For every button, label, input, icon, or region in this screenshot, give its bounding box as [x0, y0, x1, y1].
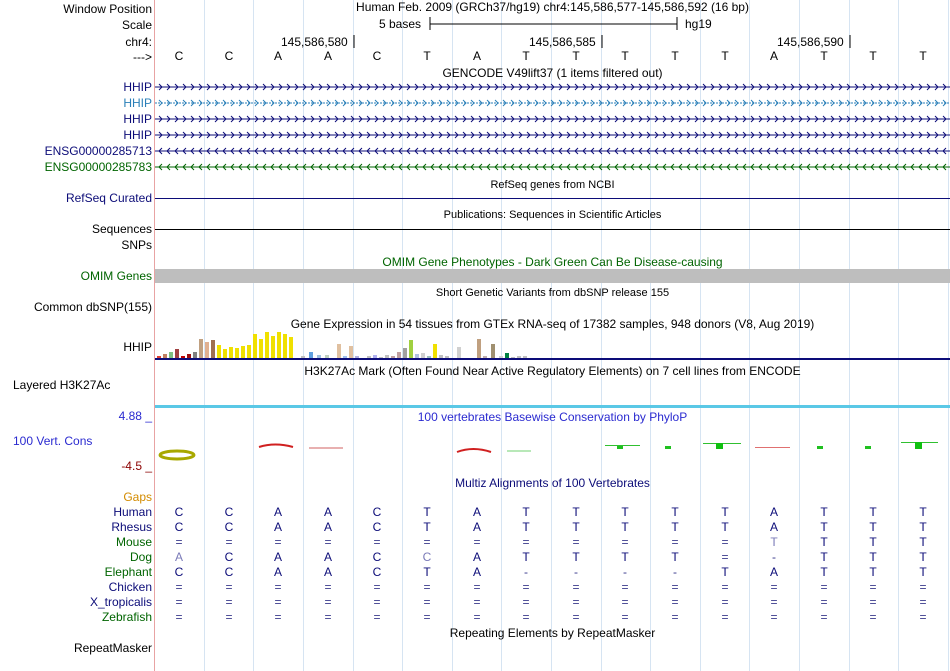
gtex-tissue-bar — [409, 340, 413, 358]
alignment-base: = — [473, 535, 481, 549]
alignment-base: = — [175, 580, 183, 594]
gtex-tissue-bar — [217, 345, 221, 358]
sequence-base: T — [423, 49, 431, 63]
alignment-base: A — [323, 565, 332, 579]
alignment-base: C — [174, 565, 184, 579]
alignment-base: = — [373, 610, 381, 624]
repeatmasker-track-title[interactable]: Repeating Elements by RepeatMasker — [449, 626, 656, 640]
scale-value: 5 bases — [379, 17, 422, 31]
gtex-baseline — [155, 358, 950, 360]
alignment-base: = — [324, 610, 332, 624]
gencode-item-label[interactable]: HHIP — [123, 96, 152, 110]
alignment-base: A — [769, 505, 778, 519]
alignment-base: - — [673, 565, 677, 579]
gtex-tissue-bar — [283, 334, 287, 358]
alignment-base: = — [175, 535, 183, 549]
alignment-base: = — [820, 610, 828, 624]
gtex-tissue-bar — [235, 348, 239, 358]
alignment-base: = — [572, 610, 580, 624]
sequence-base: T — [671, 49, 679, 63]
alignment-base: C — [372, 550, 382, 564]
alignment-base: A — [273, 565, 282, 579]
dbsnp-track-title[interactable]: Short Genetic Variants from dbSNP release 155 — [435, 287, 670, 299]
gencode-item-label[interactable]: HHIP — [123, 128, 152, 142]
alignment-base: A — [769, 565, 778, 579]
alignment-base: A — [323, 505, 332, 519]
gtex-tissue-bar — [223, 349, 227, 358]
gencode-item-label[interactable]: ENSG00000285783 — [44, 160, 152, 174]
sequence-base: A — [323, 49, 332, 63]
gtex-tissue-bar — [325, 355, 329, 358]
gtex-track-title[interactable]: Gene Expression in 54 tissues from GTEx RNA-seq of 17382 samples, 948 donors (V8, Aug 2019) — [290, 317, 815, 331]
repeatmasker-track-label[interactable]: RepeatMasker — [73, 641, 152, 655]
gtex-tissue-bar — [367, 356, 371, 358]
gencode-item-label[interactable]: HHIP — [123, 80, 152, 94]
alignment-base: T — [820, 520, 828, 534]
h3k27ac-signal — [155, 405, 950, 408]
alignment-base: T — [423, 505, 431, 519]
publications-track-label[interactable]: Sequences — [91, 222, 152, 236]
alignment-base: T — [572, 550, 580, 564]
alignment-base: T — [919, 565, 927, 579]
h3k27ac-track-title[interactable]: H3K27Ac Mark (Often Found Near Active Regulatory Elements) on 7 cell lines from ENCODE — [304, 364, 801, 378]
alignment-base: C — [224, 550, 234, 564]
alignment-base: T — [572, 520, 580, 534]
alignment-base: T — [621, 520, 629, 534]
multiz-track-title[interactable]: Multiz Alignments of 100 Vertebrates — [455, 476, 650, 490]
alignment-base: = — [820, 595, 828, 609]
gtex-tissue-bar — [157, 356, 161, 358]
sequence-base: T — [522, 49, 530, 63]
alignment-base: = — [175, 595, 183, 609]
alignment-base: - — [772, 550, 776, 564]
alignment-base: T — [621, 550, 629, 564]
gtex-tissue-bar — [277, 332, 281, 358]
alignment-base: - — [524, 565, 528, 579]
phylop-max-label: 4.88 _ — [118, 409, 152, 423]
gtex-tissue-bar — [511, 357, 515, 358]
window-position-value: Human Feb. 2009 (GRCh37/hg19) chr4:145,586,577-145,586,592 (16 bp) — [356, 0, 749, 14]
alignment-base: = — [919, 595, 927, 609]
alignment-base: = — [274, 610, 282, 624]
gtex-tissue-bar — [169, 352, 173, 358]
species-label-mouse: Mouse — [115, 535, 152, 549]
alignment-base: = — [473, 580, 481, 594]
alignment-base: = — [522, 535, 530, 549]
h3k27ac-track-label[interactable]: Layered H3K27Ac — [13, 378, 111, 392]
phylop-signal[interactable] — [155, 430, 950, 470]
alignment-base: = — [721, 535, 729, 549]
gtex-tissue-bar — [175, 349, 179, 358]
alignment-base: = — [770, 580, 778, 594]
alignment-base: T — [820, 535, 828, 549]
alignment-base: = — [423, 610, 431, 624]
assembly-label: hg19 — [685, 17, 712, 31]
alignment-base: C — [372, 565, 382, 579]
gtex-tissue-bar — [271, 336, 275, 358]
alignment-base: = — [621, 580, 629, 594]
sequence-base: T — [820, 49, 828, 63]
gtex-tissue-bar — [289, 337, 293, 358]
phylop-pos-mark — [865, 446, 871, 449]
alignment-base: A — [273, 520, 282, 534]
alignment-base: = — [621, 610, 629, 624]
alignment-base: = — [770, 610, 778, 624]
gtex-track-label[interactable]: HHIP — [123, 340, 152, 354]
gtex-tissue-bar — [379, 357, 383, 358]
gencode-item-label[interactable]: ENSG00000285713 — [44, 144, 152, 158]
alignment-base: = — [225, 610, 233, 624]
alignment-base: A — [472, 550, 481, 564]
gtex-tissue-bar — [199, 339, 203, 358]
alignment-base: = — [572, 535, 580, 549]
refseq-track-label[interactable]: RefSeq Curated — [65, 191, 152, 205]
ruler-tick-label: 145,586,580 — [281, 35, 348, 49]
alignment-base: = — [423, 595, 431, 609]
gtex-tissue-bar — [439, 355, 443, 358]
gaps-label: Gaps — [123, 490, 152, 504]
alignment-base: = — [572, 595, 580, 609]
alignment-base: T — [522, 550, 530, 564]
sequence-base: T — [572, 49, 580, 63]
alignment-base: T — [423, 565, 431, 579]
alignment-base: T — [869, 520, 877, 534]
alignment-base: T — [869, 550, 877, 564]
phylop-pos-mark — [617, 446, 623, 449]
alignment-base: = — [324, 535, 332, 549]
alignment-base: C — [174, 520, 184, 534]
gtex-tissue-bar — [415, 354, 419, 358]
alignment-base: = — [621, 535, 629, 549]
alignment-base: T — [869, 565, 877, 579]
alignment-base: = — [671, 595, 679, 609]
alignment-base: = — [621, 595, 629, 609]
alignment-base: A — [769, 520, 778, 534]
scale-label: Scale — [121, 18, 152, 32]
alignment-base: - — [574, 565, 578, 579]
gencode-gene-lines[interactable] — [155, 78, 950, 174]
track-label-column — [0, 0, 154, 671]
phylop-min-label: -4.5 _ — [121, 459, 152, 473]
gtex-tissue-bar — [433, 344, 437, 358]
species-label-human: Human — [113, 505, 152, 519]
alignment-base: = — [274, 595, 282, 609]
alignment-base: T — [869, 505, 877, 519]
species-label-x_tropicalis: X_tropicalis — [89, 595, 152, 609]
alignment-base: T — [869, 535, 877, 549]
alignment-base: A — [323, 550, 332, 564]
alignment-base: = — [274, 535, 282, 549]
gtex-bar-graph[interactable] — [155, 330, 950, 362]
sequence-base: C — [174, 49, 184, 63]
alignment-base: = — [225, 580, 233, 594]
gtex-tissue-bar — [445, 356, 449, 358]
alignment-base: = — [919, 580, 927, 594]
alignment-base: T — [919, 520, 927, 534]
alignment-base: = — [671, 610, 679, 624]
sequence-base: T — [869, 49, 877, 63]
alignment-base: = — [770, 595, 778, 609]
alignment-base: C — [224, 520, 234, 534]
phylop-blob — [160, 451, 194, 459]
alignment-base: = — [919, 610, 927, 624]
sequence-base: T — [721, 49, 729, 63]
gtex-tissue-bar — [373, 355, 377, 358]
gtex-tissue-bar — [211, 340, 215, 358]
species-label-dog: Dog — [129, 550, 152, 564]
alignment-base: = — [721, 550, 729, 564]
gtex-tissue-bar — [241, 346, 245, 358]
gtex-tissue-bar — [247, 345, 251, 358]
gtex-tissue-bar — [457, 347, 461, 358]
ruler-tick-label: 145,586,585 — [529, 35, 596, 49]
snps-track-label[interactable]: SNPs — [121, 238, 152, 252]
gtex-tissue-bar — [349, 346, 353, 358]
phylop-pos-mark — [665, 446, 671, 449]
alignment-base: = — [572, 580, 580, 594]
phylop-pos-mark — [716, 443, 723, 449]
gencode-track-title[interactable]: GENCODE V49lift37 (1 items filtered out) — [442, 66, 663, 80]
alignment-base: = — [522, 595, 530, 609]
alignment-base: T — [820, 565, 828, 579]
gtex-tissue-bar — [317, 355, 321, 358]
phylop-neg-arc — [259, 445, 293, 448]
alignment-base: = — [671, 535, 679, 549]
gtex-tissue-bar — [253, 334, 257, 358]
alignment-base: = — [423, 535, 431, 549]
alignment-base: C — [224, 565, 234, 579]
publications-track-title[interactable]: Publications: Sequences in Scientific Articles — [443, 209, 662, 221]
omim-track-title[interactable]: OMIM Gene Phenotypes - Dark Green Can Be Disease-causing — [382, 255, 723, 269]
sequence-base: T — [621, 49, 629, 63]
gtex-tissue-bar — [229, 347, 233, 358]
gtex-tissue-bar — [483, 356, 487, 358]
alignment-base: A — [273, 550, 282, 564]
alignment-base: = — [721, 580, 729, 594]
phylop-pos-mark — [817, 446, 823, 449]
gtex-tissue-bar — [385, 355, 389, 358]
alignment-base: A — [472, 505, 481, 519]
alignment-base: C — [174, 505, 184, 519]
species-label-rhesus: Rhesus — [111, 520, 152, 534]
alignment-base: T — [671, 505, 679, 519]
gtex-tissue-bar — [397, 352, 401, 358]
alignment-base: T — [671, 520, 679, 534]
alignment-base: A — [273, 505, 282, 519]
alignment-base: = — [869, 610, 877, 624]
gtex-tissue-bar — [523, 356, 527, 358]
alignment-base: T — [621, 505, 629, 519]
phylop-track-title[interactable]: 100 vertebrates Basewise Conservation by PhyloP — [417, 410, 688, 424]
omim-track-label[interactable]: OMIM Genes — [80, 269, 152, 283]
sequence-base: A — [769, 49, 778, 63]
alignment-base: - — [623, 565, 627, 579]
phylop-pos-mark — [605, 445, 640, 446]
alignment-base: C — [372, 520, 382, 534]
sequence-base: C — [224, 49, 234, 63]
alignment-base: = — [225, 535, 233, 549]
publications-line — [155, 229, 950, 230]
sequence-base: A — [472, 49, 481, 63]
alignment-base: T — [721, 520, 729, 534]
alignment-base: = — [869, 580, 877, 594]
alignment-base: = — [373, 595, 381, 609]
alignment-base: T — [522, 505, 530, 519]
gtex-tissue-bar — [337, 344, 341, 358]
strand-label: ---> — [133, 50, 152, 64]
gtex-tissue-bar — [491, 344, 495, 358]
alignment-base: T — [919, 550, 927, 564]
refseq-line — [155, 198, 950, 199]
gtex-tissue-bar — [301, 356, 305, 358]
alignment-base: T — [919, 535, 927, 549]
gtex-tissue-bar — [505, 353, 509, 358]
dbsnp-track-label[interactable]: Common dbSNP(155) — [33, 300, 152, 314]
alignment-base: = — [522, 610, 530, 624]
alignment-base: C — [224, 505, 234, 519]
sequence-base: T — [919, 49, 927, 63]
sequence-base: A — [273, 49, 282, 63]
alignment-base: = — [820, 580, 828, 594]
alignment-base: A — [472, 520, 481, 534]
gtex-tissue-bar — [391, 356, 395, 358]
alignment-base: T — [820, 505, 828, 519]
alignment-base: T — [820, 550, 828, 564]
alignment-base: C — [422, 550, 432, 564]
gtex-tissue-bar — [517, 356, 521, 358]
gtex-tissue-bar — [265, 332, 269, 358]
alignment-base: = — [225, 595, 233, 609]
species-label-chicken: Chicken — [108, 580, 152, 594]
gtex-tissue-bar — [181, 356, 185, 358]
gtex-tissue-bar — [477, 339, 481, 358]
gtex-tissue-bar — [205, 342, 209, 358]
alignment-base: = — [522, 580, 530, 594]
alignment-base: = — [274, 580, 282, 594]
alignment-base: T — [671, 550, 679, 564]
omim-feature-bar[interactable] — [155, 269, 950, 283]
phylop-pos-mark — [915, 442, 922, 449]
gtex-tissue-bar — [309, 352, 313, 358]
phylop-track-label[interactable]: 100 Vert. Cons — [13, 434, 93, 448]
gtex-tissue-bar — [259, 339, 263, 358]
alignment-base: C — [372, 505, 382, 519]
species-label-elephant: Elephant — [104, 565, 152, 579]
alignment-base: = — [721, 595, 729, 609]
alignment-base: = — [473, 610, 481, 624]
alignment-base: A — [472, 565, 481, 579]
alignment-base: = — [373, 535, 381, 549]
alignment-base: T — [522, 520, 530, 534]
gtex-tissue-bar — [421, 353, 425, 358]
alignment-base: T — [721, 565, 729, 579]
alignment-base: T — [721, 505, 729, 519]
alignment-base: = — [175, 610, 183, 624]
alignment-base: T — [423, 520, 431, 534]
alignment-base: = — [324, 580, 332, 594]
window-position-label: Window Position — [63, 2, 152, 16]
phylop-neg-arc — [457, 449, 491, 452]
gtex-tissue-bar — [403, 348, 407, 358]
gtex-tissue-bar — [163, 354, 167, 358]
chrom-label: chr4: — [125, 35, 152, 49]
alignment-base: = — [324, 595, 332, 609]
alignment-base: = — [373, 580, 381, 594]
alignment-base: T — [572, 505, 580, 519]
alignment-base: T — [919, 505, 927, 519]
alignment-base: = — [721, 610, 729, 624]
alignment-base: A — [174, 550, 183, 564]
alignment-base: A — [323, 520, 332, 534]
sequence-base: C — [372, 49, 382, 63]
gtex-tissue-bar — [355, 356, 359, 358]
gtex-tissue-bar — [499, 356, 503, 358]
refseq-track-title[interactable]: RefSeq genes from NCBI — [490, 179, 615, 191]
gencode-item-label[interactable]: HHIP — [123, 112, 152, 126]
gtex-tissue-bar — [187, 354, 191, 358]
gtex-tissue-bar — [343, 356, 347, 358]
alignment-base: = — [423, 580, 431, 594]
alignment-base: = — [671, 580, 679, 594]
gtex-tissue-bar — [427, 356, 431, 358]
ruler-tick-label: 145,586,590 — [777, 35, 844, 49]
track-image[interactable] — [155, 0, 950, 671]
alignment-base: = — [473, 595, 481, 609]
species-label-zebrafish: Zebrafish — [101, 610, 152, 624]
alignment-base: T — [770, 535, 778, 549]
gtex-tissue-bar — [193, 352, 197, 358]
phylop-neg-mark — [755, 447, 790, 448]
alignment-base: = — [869, 595, 877, 609]
